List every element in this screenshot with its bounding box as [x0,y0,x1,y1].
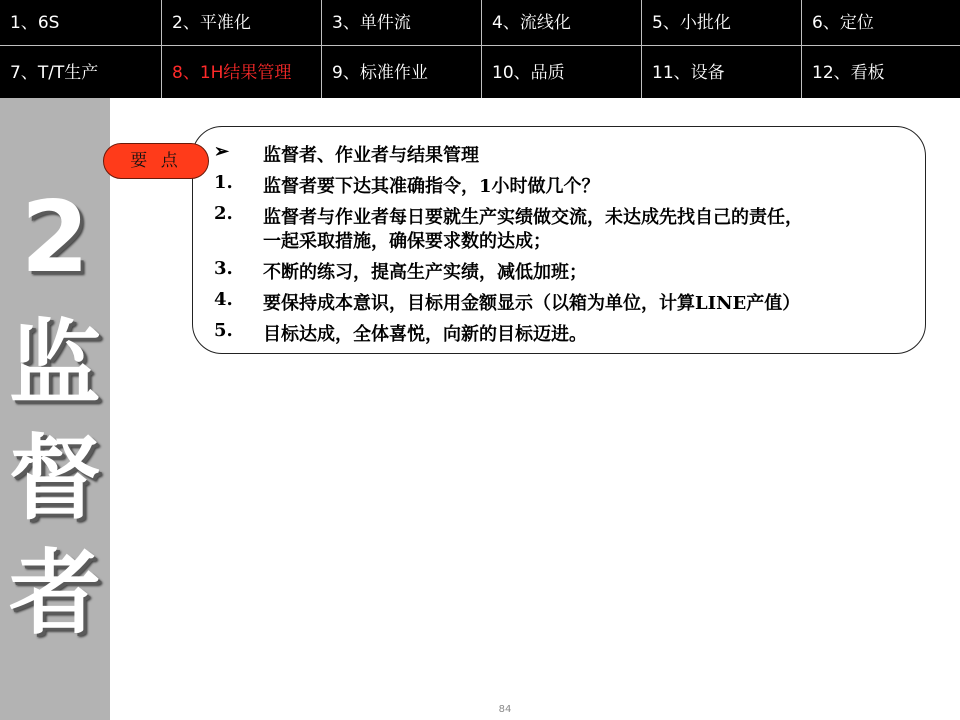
arrow-bullet-icon: ➢ [214,141,230,162]
item-text: 监督者要下达其准确指令，1小时做几个？ [263,176,600,197]
nav-item-quality[interactable]: 10、品质 [482,46,642,98]
item-number: 5. [214,320,233,341]
nav-item-leveling[interactable]: 2、平准化 [162,0,322,46]
nav-item-flow-line[interactable]: 4、流线化 [482,0,642,46]
item-number: 2. [214,203,233,224]
nav-item-single-piece-flow[interactable]: 3、单件流 [322,0,482,46]
item-number: 4. [214,289,233,310]
section-title-char-3: 者 [8,539,101,647]
nav-item-standard-work[interactable]: 9、标准作业 [322,46,482,98]
item-text: 一起采取措施，确保要求数的达成； [263,231,551,252]
top-navigation [0,0,960,98]
nav-item-6s[interactable]: 1、6S [0,0,162,46]
nav-item-kanban[interactable]: 12、看板 [812,63,885,83]
nav-item-1h-result-management[interactable]: 8、1H结果管理 [162,46,322,98]
key-points-tag: 要 点 [103,143,209,179]
heading-text: 监督者、作业者与结果管理 [263,145,479,166]
nav-item-positioning[interactable]: 6、定位 [802,0,960,46]
item-text: 要保持成本意识，目标用金额显示（以箱为单位，计算LINE产值） [263,293,801,314]
page-number: 84 [498,704,512,715]
sidebar-band [0,98,110,720]
item-number: 3. [214,258,233,279]
item-text: 监督者与作业者每日要就生产实绩做交流，未达成先找自己的责任， [263,207,803,228]
section-title-char-2: 督 [8,424,101,532]
nav-item-small-batch[interactable]: 5、小批化 [642,0,802,46]
section-number: 2 [20,181,90,295]
section-title-char-1: 监 [8,309,101,417]
nav-item-equipment[interactable]: 11、设备 [642,46,802,98]
item-number: 1. [214,172,233,193]
item-text: 目标达成，全体喜悦，向新的目标迈进。 [263,324,587,345]
nav-item-tt-production[interactable]: 7、T/T生产 [0,46,162,98]
item-text: 不断的练习，提高生产实绩，减低加班； [263,262,587,283]
